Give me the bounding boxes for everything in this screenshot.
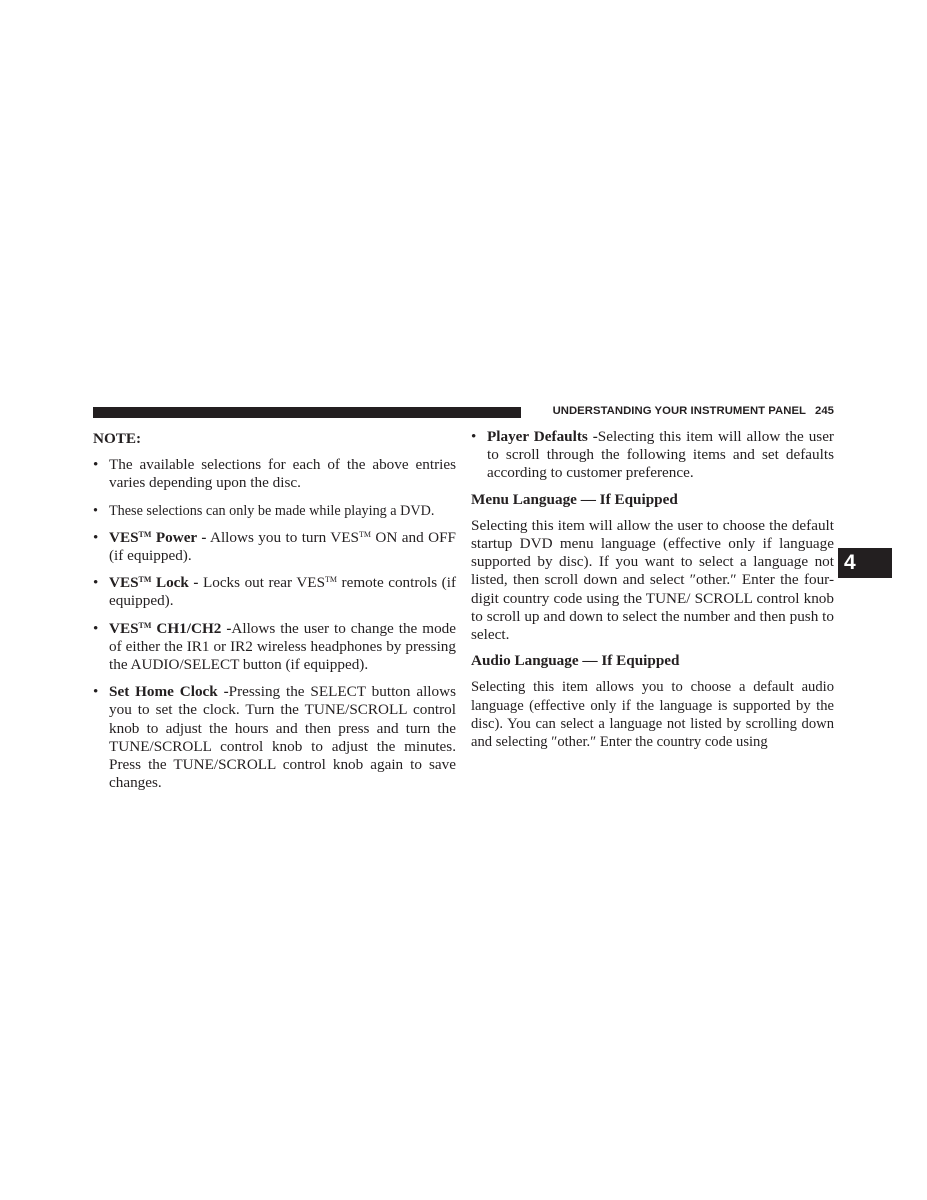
list-item-text: Allows you to turn VES (206, 528, 360, 546)
menu-language-text: Selecting this item will allow the user to choose the default startup DVD menu language (effective only if language supported by disc). If you want to select a language not listed, then scroll down and select ″other.″ Enter the four-digit country code using the TUNE/ SCROLL control knob to scroll up and down to select the number and then push to select. (471, 516, 834, 644)
list-item-ves-ch1-ch2 (93, 620, 456, 675)
list-item-text: remote controls (if equipped). (109, 574, 456, 610)
player-list (471, 428, 834, 483)
audio-language-heading: Audio Language — If Equipped (471, 652, 680, 670)
left-column (93, 430, 456, 801)
list-item-player-defaults (471, 428, 834, 483)
item-label: VES™ Lock - (109, 574, 199, 592)
list-item-text: Locks out rear VES (198, 574, 326, 592)
item-label: Player Defaults - (487, 428, 598, 445)
list-item-set-home-clock (93, 683, 456, 792)
header-title: UNDERSTANDING YOUR INSTRUMENT PANEL (552, 405, 806, 417)
trademark-mark: TM (325, 575, 338, 585)
bullet-icon: • (93, 619, 99, 637)
item-label: Set Home Clock - (109, 683, 229, 701)
list-item-text: Pressing the SELECT button allows you to set the clock. Turn the TUNE/SCROLL control knob to adjust the hours and then press and turn the TUNE/SCROLL control knob to adjust the minutes. Press the TUNE/SCROLL control knob again to save changes. (109, 683, 456, 792)
bullet-icon: • (93, 574, 99, 592)
running-header (530, 405, 834, 417)
note-title: NOTE: (93, 430, 142, 447)
trademark-mark: TM (138, 575, 152, 585)
list-item-text: Allows the user to change the mode of either the IR1 or IR2 wireless headphones by pressing the AUDIO/SELECT button (if equipped). (109, 619, 456, 674)
item-label: VES™ CH1/CH2 - (109, 619, 232, 637)
trademark-mark: TM (359, 529, 372, 539)
trademark-mark: TM (138, 620, 152, 630)
menu-language-heading: Menu Language — If Equipped (471, 490, 678, 508)
trademark-mark: TM (138, 529, 152, 539)
list-item-available-selections (93, 456, 456, 492)
list-item-ves-lock (93, 574, 456, 610)
list-item-text: These selections can only be made while playing a DVD. (109, 502, 435, 519)
page-number: 245 (815, 405, 834, 417)
bullet-icon: • (471, 428, 477, 445)
list-item-ves-power (93, 529, 456, 565)
right-column (471, 428, 834, 759)
list-item-text: Selecting this item will allow the user to scroll through the following items and set defaults according to customer preference. (487, 428, 834, 482)
chapter-tab: 4 (838, 548, 892, 578)
bullet-icon: • (93, 528, 99, 546)
list-item-text: The available selections for each of the above entries varies depending upon the disc. (109, 456, 456, 492)
bullet-icon: • (93, 683, 99, 701)
bullet-icon: • (93, 502, 98, 519)
audio-language-text: Selecting this item allows you to choose a default audio language (effective only if the language is supported by the disc). You can select a language not listed by scrolling down and selecting ″other.″ Enter the country code using (471, 679, 834, 751)
header-rule (93, 407, 521, 418)
list-item-playing-dvd (93, 502, 456, 520)
note-list (93, 456, 456, 792)
bullet-icon: • (93, 456, 99, 474)
item-label: VES™ Power - (109, 528, 207, 546)
list-item-text: ON and OFF (if equipped). (109, 528, 456, 565)
